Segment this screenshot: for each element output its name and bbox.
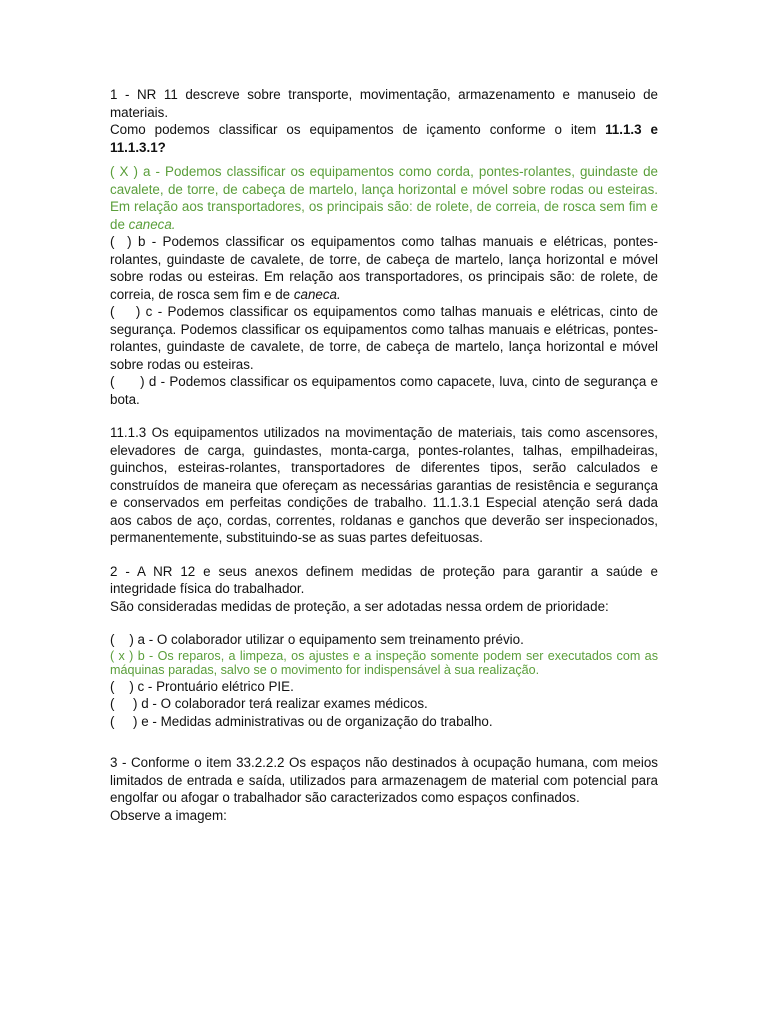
reference-paragraph: 11.1.3 Os equipamentos utilizados na movimentação de materiais, tais como ascensores, elevadores de carga, guindastes, monta-carga, pontes-rolantes, talhas, empilhadeiras, guinchos, esteiras-rolantes, transportadores de diferentes tipos, serão calculados e construídos de maneira que ofereçam as necessárias garantias de resistência e segurança e conservados em perfeitas condições de trabalho. 11.1.3.1 Especial atenção será dada aos cabos de aço, cordas, correntes, roldanas e ganchos que deverão ser inspecionados, permanentemente, substituindo-se as suas partes defeituosas.: [110, 425, 658, 545]
q2-option-c: ( ) c - Prontuário elétrico PIE.: [110, 678, 294, 694]
q1-statement: 1 - NR 11 descreve sobre transporte, movimentação, armazenamento e manuseio de materiais.: [110, 87, 658, 120]
q3-instruction: Observe a imagem:: [110, 807, 227, 823]
q2-statement: 2 - A NR 12 e seus anexos definem medidas de proteção para garantir a saúde e integridade física do trabalhador.: [110, 563, 658, 596]
q1-option-b: [110, 233, 658, 303]
q1-question-ref: 11.1.3 e 11.1.3.1?: [110, 122, 658, 155]
q1-question: [110, 121, 658, 156]
q1-option-a-italic: caneca.: [128, 216, 176, 232]
q2-option-b: ( x ) b - Os reparos, a limpeza, os ajustes e a inspeção somente podem ser executados com as máquinas paradas, salvo se o movimento for indispensável à sua realização.: [110, 648, 658, 677]
q2-option-e: ( ) e - Medidas administrativas ou de organização do trabalho.: [110, 713, 493, 729]
q2-option-a: ( ) a - O colaborador utilizar o equipamento sem treinamento prévio.: [110, 632, 524, 647]
q1-option-c: ( ) c - Podemos classificar os equipamentos como talhas manuais e elétricas, cinto de segurança. Podemos classificar os equipamentos como talhas manuais e elétricas, pontes-rolantes, guindaste de cavalete, de torre, de cabeça de martelo, lança horizontal e móvel sobre rodas ou esteiras.: [110, 304, 658, 372]
document-body: [110, 86, 658, 824]
q1-option-b-italic: caneca.: [293, 286, 341, 302]
q2-question: São consideradas medidas de proteção, a ser adotadas nessa ordem de prioridade:: [110, 598, 609, 614]
q1-question-text: Como podemos classificar os equipamentos de içamento conforme o item: [110, 122, 606, 137]
q1-option-a: [110, 163, 658, 233]
q1-option-a-text: ( X ) a - Podemos classificar os equipamentos como corda, pontes-rolantes, guindaste de cavalete, de torre, de cabeça de martelo, lança horizontal e móvel sobre rodas ou esteiras. Em relação aos transportadores, os principais são: de rolete, de correia, de rosca sem fim e de: [110, 164, 658, 232]
q3-statement: 3 - Conforme o item 33.2.2.2 Os espaços não destinados à ocupação humana, com meios limitados de entrada e saída, utilizados para armazenagem de material com potencial para engolfar ou afogar o trabalhador são caracterizados como espaços confinados.: [110, 755, 658, 805]
q1-option-d: ( ) d - Podemos classificar os equipamentos como capacete, luva, cinto de segurança e bota.: [110, 374, 658, 407]
q1-option-b-text: ( ) b - Podemos classificar os equipamentos como talhas manuais e elétricas, pontes-rolantes, guindaste de cavalete, de torre, de cabeça de martelo, lança horizontal e móvel sobre rodas ou esteiras. Em relação aos transportadores, os principais são: de rolete, de correia, de rosca sem fim e de: [110, 234, 658, 302]
q2-option-d: ( ) d - O colaborador terá realizar exames médicos.: [110, 696, 428, 711]
